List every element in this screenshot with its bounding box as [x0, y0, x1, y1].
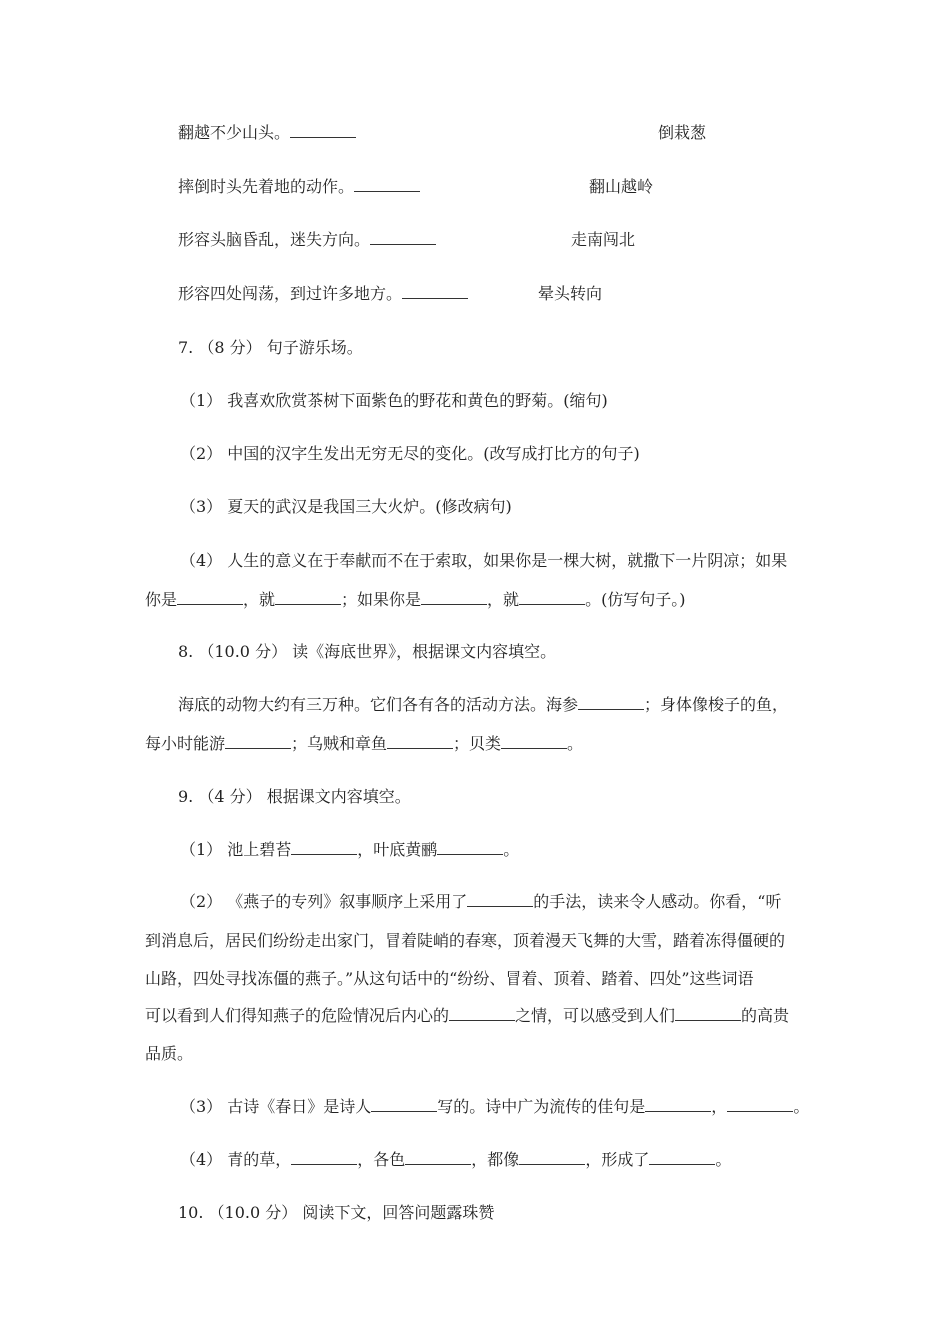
text-segment: ，都像: [471, 1150, 520, 1169]
q7-part-1: （1） 我喜欢欣赏茶树下面紫色的野花和黄色的野菊。(缩句): [180, 391, 608, 410]
text-segment: 之情，可以感受到人们: [515, 1006, 676, 1025]
q7-part-2: （2） 中国的汉字生发出无穷无尽的变化。(改写成打比方的句子): [180, 444, 640, 463]
text-segment: 的手法，读来令人感动。你看，“听: [533, 892, 782, 911]
answer-blank[interactable]: [275, 590, 341, 605]
answer-blank[interactable]: [291, 840, 357, 855]
text-segment: ，: [711, 1097, 728, 1116]
text-segment: 。: [503, 840, 520, 859]
q9-part-2-line-2: 到消息后，居民们纷纷走出家门，冒着陡峭的春寒，顶着漫天飞舞的大雪，踏着冻得僵硬的: [145, 931, 786, 950]
match-text: 翻越不少山头。: [178, 123, 291, 142]
q9-part-2-line-3: 山路，四处寻找冻僵的燕子。”从这句话中的“纷纷、冒着、顶着、踏着、四处”这些词语: [145, 969, 754, 988]
text-segment: ，各色: [357, 1150, 406, 1169]
match-word-3: 走南闯北: [571, 230, 636, 249]
answer-blank[interactable]: [387, 734, 453, 749]
text-segment: ，形成了: [585, 1150, 650, 1169]
q8-line-2: [145, 733, 583, 755]
answer-blank[interactable]: [402, 284, 468, 299]
text-segment: ；如果你是: [341, 590, 422, 609]
text-segment: 你是: [145, 590, 178, 609]
q7-part-4-line-2: [145, 589, 686, 611]
answer-blank[interactable]: [354, 177, 420, 192]
answer-blank[interactable]: [421, 590, 487, 605]
match-text: 形容四处闯荡，到过许多地方。: [178, 284, 403, 303]
text-segment: 。: [715, 1150, 732, 1169]
match-row-1: [178, 122, 356, 144]
text-segment: （2） 《燕子的专列》叙事顺序上采用了: [180, 892, 468, 911]
match-text: 摔倒时头先着地的动作。: [178, 177, 355, 196]
match-row-2: [178, 176, 420, 198]
text-segment: ，就: [487, 590, 520, 609]
q10-title: 10. （10.0 分） 阅读下文，回答问题露珠赞: [178, 1203, 495, 1222]
text-segment: 可以看到人们得知燕子的危险情况后内心的: [145, 1006, 450, 1025]
text-segment: 每小时能游: [145, 734, 226, 753]
answer-blank[interactable]: [501, 734, 567, 749]
q7-part-4-line-1: （4） 人生的意义在于奉献而不在于索取，如果你是一棵大树，就撒下一片阴凉；如果: [180, 551, 788, 570]
answer-blank[interactable]: [291, 1150, 357, 1165]
q9-part-3: [180, 1096, 809, 1118]
text-segment: ；身体像梭子的鱼，: [644, 695, 789, 714]
answer-blank[interactable]: [519, 1150, 585, 1165]
q7-title: 7. （8 分） 句子游乐场。: [178, 338, 363, 357]
match-word-1: 倒栽葱: [658, 123, 707, 142]
q8-title: 8. （10.0 分） 读《海底世界》，根据课文内容填空。: [178, 642, 557, 661]
q9-part-2-line-4: [145, 1005, 789, 1027]
answer-blank[interactable]: [405, 1150, 471, 1165]
match-text: 形容头脑昏乱，迷失方向。: [178, 230, 371, 249]
answer-blank[interactable]: [578, 695, 644, 710]
text-segment: ，就: [243, 590, 276, 609]
text-segment: （4） 青的草，: [180, 1150, 292, 1169]
text-segment: 的高贵: [741, 1006, 790, 1025]
text-segment: 。(仿写句子。): [585, 590, 686, 609]
q9-part-2-line-5: 品质。: [145, 1044, 194, 1063]
text-segment: 。: [567, 734, 584, 753]
q9-part-4: [180, 1149, 731, 1171]
text-segment: 写的。诗中广为流传的佳句是: [437, 1097, 646, 1116]
answer-blank[interactable]: [371, 1097, 437, 1112]
text-segment: （3） 古诗《春日》是诗人: [180, 1097, 372, 1116]
text-segment: 海底的动物大约有三万种。它们各有各的活动方法。海参: [178, 695, 579, 714]
answer-blank[interactable]: [437, 840, 503, 855]
answer-blank[interactable]: [727, 1097, 793, 1112]
text-segment: （1） 池上碧苔: [180, 840, 292, 859]
answer-blank[interactable]: [645, 1097, 711, 1112]
match-row-4: [178, 283, 468, 305]
answer-blank[interactable]: [177, 590, 243, 605]
match-row-3: [178, 229, 436, 251]
q9-title: 9. （4 分） 根据课文内容填空。: [178, 787, 411, 806]
answer-blank[interactable]: [649, 1150, 715, 1165]
q7-part-3: （3） 夏天的武汉是我国三大火炉。(修改病句): [180, 497, 512, 516]
answer-blank[interactable]: [290, 123, 356, 138]
answer-blank[interactable]: [449, 1006, 515, 1021]
q9-part-1: [180, 839, 519, 861]
answer-blank[interactable]: [225, 734, 291, 749]
answer-blank[interactable]: [675, 1006, 741, 1021]
text-segment: ；贝类: [453, 734, 502, 753]
match-word-4: 晕头转向: [538, 284, 603, 303]
match-word-2: 翻山越岭: [589, 177, 654, 196]
q8-line-1: [178, 694, 788, 716]
text-segment: ；乌贼和章鱼: [291, 734, 388, 753]
q9-part-2-line-1: [180, 891, 781, 913]
answer-blank[interactable]: [519, 590, 585, 605]
text-segment: 。: [793, 1097, 810, 1116]
answer-blank[interactable]: [370, 230, 436, 245]
answer-blank[interactable]: [467, 892, 533, 907]
text-segment: ，叶底黄鹂: [357, 840, 438, 859]
